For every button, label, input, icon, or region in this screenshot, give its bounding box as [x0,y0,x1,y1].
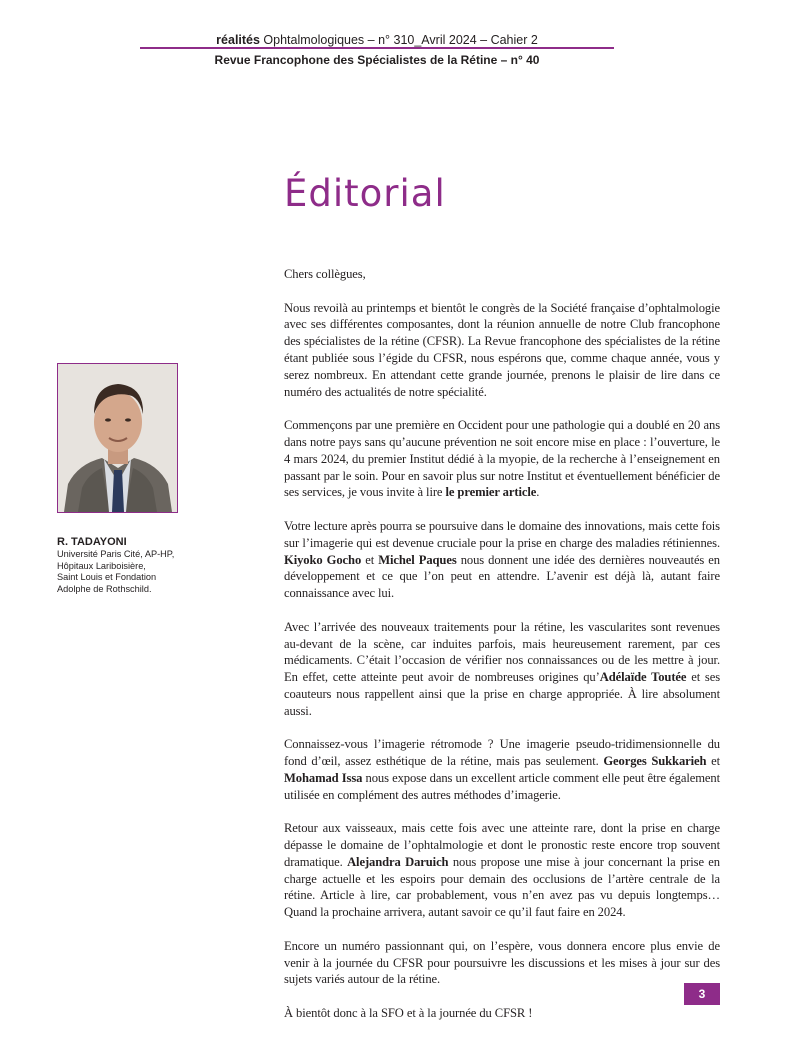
page-title: Éditorial [284,172,446,215]
closing: À bientôt donc à la SFO et à la journée du CFSR ! [284,1006,533,1021]
author-mention: Adélaïde Toutée [599,670,687,685]
author-mention: Kiyoko Gocho [284,552,362,567]
journal-header [140,33,614,47]
header-divider [140,47,614,49]
author-mention: Mohamad Issa [284,770,363,785]
author-mention: Alejandra Daruich [347,854,449,869]
paragraph: Avec l’arrivée des nouveaux traitements pour la rétine, les vascularites sont revenues au-devant de la scène, car induites parfois, mais heureusement rarement, par ces médicaments. C’était l’occasion de vérifier nos connaissances ou de les mettre à jour. En effet, cette atteinte peut avoir de nombreuses origines qu’Adélaïde Toutée et ses coauteurs nous rappellent ainsi que la prise en charge appropriée. À lire absolument aussi. [284,619,721,718]
first-article-reference: le premier article [445,485,537,500]
paragraph: Nous revoilà au printemps et bientôt le congrès de la Société française d’ophtalmologie avec ses différentes composantes, dont la réunion annuelle de notre Club francophone des spécialistes de la rétine (CFSR). La Revue francophone des spécialistes de la rétine étant publiée sous l’égide du CFSR, nous espérons que, comme chaque année, vous y serez nombreux. En attendant cette grande journée, prenons le plaisir de lire dans ce numéro des actualités de notre spécialité. [284,300,720,399]
author-mention: Georges Sukkarieh [603,754,707,769]
paragraph: Connaissez-vous l’imagerie rétromode ? Une imagerie pseudo-tridimensionnelle du fond d’œil, assez esthétique de la rétine, mais pas seulement. Georges Sukkarieh et Mohamad Issa nous expose dans un excellent article comment elle peut être également utilisée en complément des autres méthodes d’imagerie. [284,737,721,802]
author-affiliation-line: Hôpitaux Lariboisière, [57,560,146,571]
journal-brand: réalités [216,33,260,47]
author-affiliation-line: Adolphe de Rothschild. [57,583,152,594]
author-block [57,535,207,595]
page-number: 3 [684,983,720,1005]
author-name: R. TADAYONI [57,536,127,548]
journal-issue: Ophtalmologiques – n° 310_Avril 2024 – Cahier 2 [259,33,538,47]
greeting: Chers collègues, [284,267,366,281]
paragraph: Encore un numéro passionnant qui, on l’espère, vous donnera encore plus envie de venir à la journée du CFSR pour poursuivre les discussions et les mises à jour sur des sujets variés autour de la rétine. [284,938,720,987]
paragraph: Retour aux vaisseaux, mais cette fois avec une atteinte rare, dont la prise en charge dépasse le domaine de l’ophtalmologie et dont le pronostic reste encore trop souvent dramatique. Alejandra Daruich nous propose une mise à jour concernant la prise en charge actuelle et les espoirs pour demain des occlusions de l’artère centrale de la rétine. Article à lire, car probablement, vous n’en avez pas vu depuis longtemps… Quand la prochaine arrivera, autant savoir ce qu’il faut faire en 2024. [284,821,720,920]
paragraph: Votre lecture après pourra se poursuive dans le domaine des innovations, mais cette fois sur l’imagerie qui est devenue cruciale pour la prise en charge des maladies rétiniennes. Kiyoko Gocho et Michel Paques nous donnent une idée des dernières nouveautés en développement et ce que l’on peut en attendre. L’avenir est déjà là, autant faire connaissance avec lui. [284,518,720,601]
journal-subtitle: Revue Francophone des Spécialistes de la Rétine – n° 40 [214,53,540,67]
author-affiliation-line: Université Paris Cité, AP-HP, [57,549,175,559]
author-affiliation-line: Saint Louis et Fondation [57,572,157,583]
editorial-body [284,266,720,1039]
author-portrait-icon [57,363,178,513]
paragraph: Commençons par une première en Occident pour une pathologie qui a doublé en 20 ans dans notre pays sans qu’aucune prévention ne soit encore mise en place : l’ouverture, le 4 mars 2024, du premier Institut dédié à la myopie, de la recherche à l’enseignement en passant par le soin. Pour en savoir plus sur notre Institut et éventuellement bénéficier de ses services, je vous invite à lire le premier article. [284,418,720,500]
author-mention: Michel Paques [378,552,457,567]
